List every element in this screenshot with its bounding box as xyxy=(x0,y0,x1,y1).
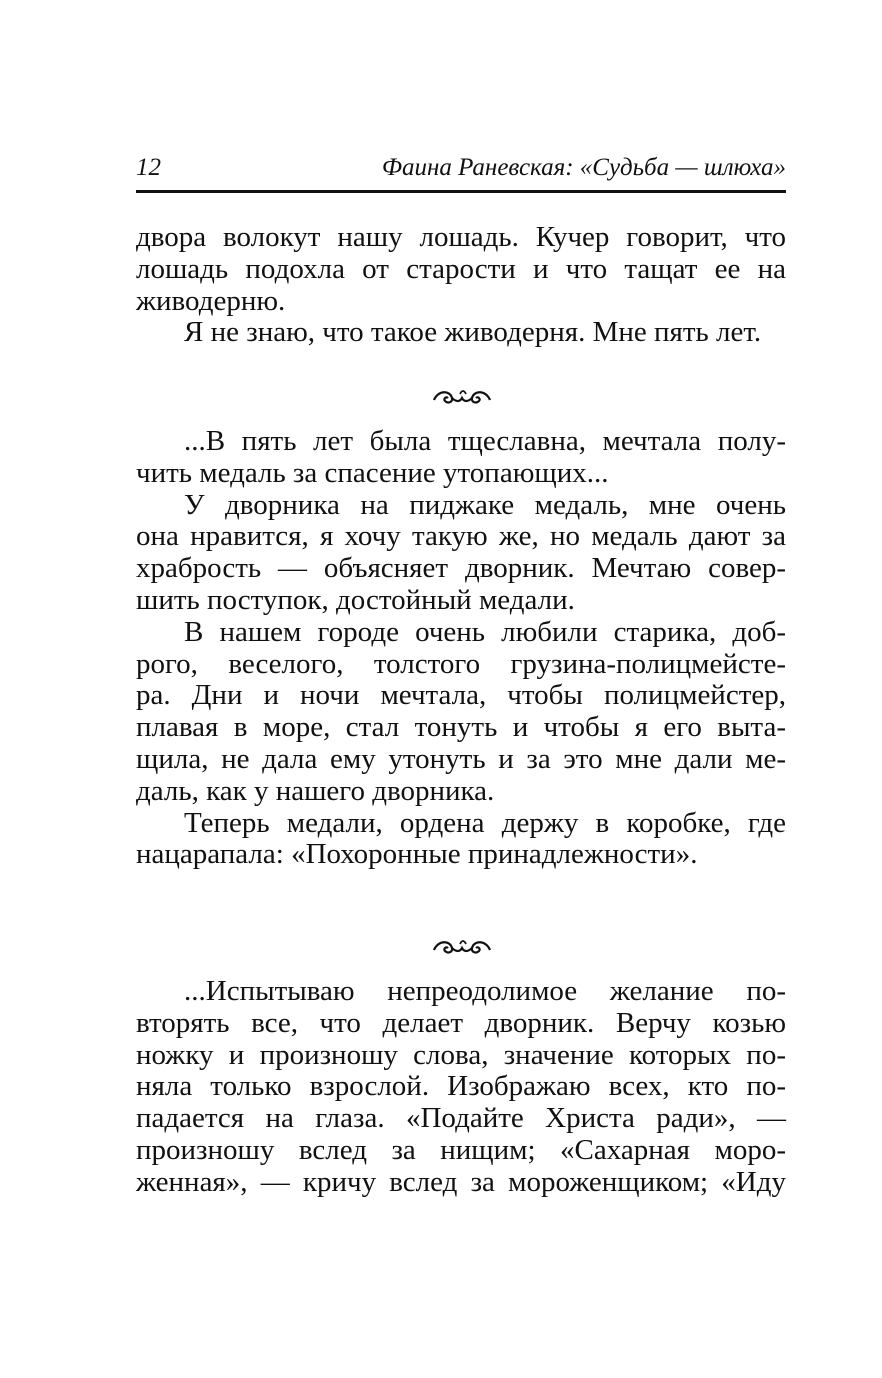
text-line: плавая в море, стал тонуть и чтобы я его выта- xyxy=(136,711,786,744)
fleuron-ornament-icon xyxy=(430,936,494,958)
paragraph xyxy=(136,222,786,317)
text-line: лошадь подохла от старости и что тащат ее на xyxy=(136,252,786,285)
text-line: ...В пять лет была тщеславна, мечтала полу- xyxy=(184,425,786,457)
header-rule xyxy=(136,190,786,193)
text-line: Теперь медали, ордена держу в коробке, где xyxy=(184,806,786,839)
paragraph xyxy=(136,976,786,1199)
paragraph xyxy=(136,808,786,872)
text-section-1 xyxy=(136,222,786,349)
paragraph xyxy=(136,317,786,349)
text-line: живодерню. xyxy=(136,284,286,317)
text-line: рого, веселого, толстого грузина-полицмейсте- xyxy=(136,647,786,680)
text-line: даль, как у нашего дворника. xyxy=(136,774,495,807)
text-line: храбрость — объясняет дворник. Мечтаю совер- xyxy=(136,552,786,585)
text-line: произношу вслед за нищим; «Сахарная моро- xyxy=(136,1133,786,1166)
text-line: падается на глаза. «Подайте Христа ради», — xyxy=(136,1102,786,1135)
paragraph xyxy=(136,426,786,490)
text-line: Я не знаю, что такое живодерня. Мне пять лет. xyxy=(184,316,762,349)
text-line: В нашем городе очень любили старика, доб- xyxy=(184,615,786,648)
paragraph xyxy=(136,490,786,617)
text-line: ножку и произношу слова, значение которых по- xyxy=(136,1038,786,1071)
running-title: Фаина Раневская: «Судьба — шлюха» xyxy=(381,154,786,181)
text-line: ...Испытываю непреодолимое желание по- xyxy=(184,975,786,1007)
fleuron-ornament-icon xyxy=(430,386,494,408)
text-line: женная», — кричу вслед за мороженщиком; «Иду xyxy=(136,1165,786,1198)
text-section-3 xyxy=(136,976,786,1199)
text-line: шить поступок, достойный медали. xyxy=(136,583,575,616)
running-header xyxy=(136,150,786,186)
text-line: щила, не дала ему утонуть и за это мне дали ме- xyxy=(136,742,786,775)
text-line: нацарапала: «Похоронные принадлежности». xyxy=(136,838,698,871)
page-number: 12 xyxy=(136,154,161,181)
text-line: чить медаль за спасение утопающих... xyxy=(136,456,609,489)
text-line: она нравится, я хочу такую же, но медаль дают за xyxy=(136,520,786,553)
paragraph xyxy=(136,617,786,808)
text-line: вторять все, что делает дворник. Верчу козью xyxy=(136,1006,786,1039)
text-line: двора волокут нашу лошадь. Кучер говорит, что xyxy=(136,221,786,253)
text-line: няла только взрослой. Изображаю всех, кто по- xyxy=(136,1070,786,1103)
text-line: ра. Дни и ночи мечтала, чтобы полицмейстер, xyxy=(136,679,786,712)
text-section-2 xyxy=(136,426,786,871)
text-line: У дворника на пиджаке медаль, мне очень xyxy=(184,488,786,521)
